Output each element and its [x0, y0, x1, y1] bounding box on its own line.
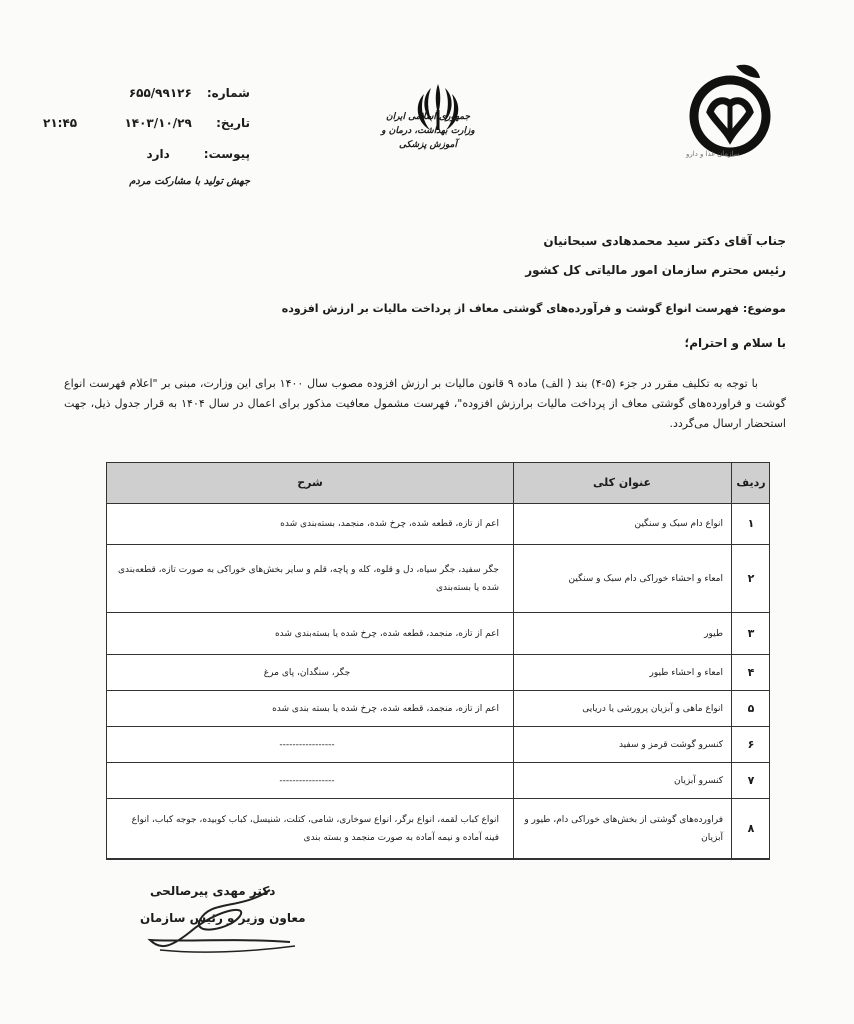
row-num: ۳	[747, 626, 755, 640]
subject-label: موضوع:	[742, 302, 786, 315]
row-title: امعاء و احشاء خوراکی دام سبک و سنگین	[568, 573, 723, 584]
signatory-name: دکتر مهدی پیرصالحی	[150, 884, 276, 898]
recipient-title: رئیس محترم سازمان امور مالیاتی کل کشور	[525, 263, 786, 277]
row-title: فراورده‌های گوشتی از بخش‌های خوراکی دام، طیور و آبزیان	[524, 814, 723, 843]
emblem-caption	[368, 110, 488, 152]
number-value: ۶۵۵/۹۹۱۲۶	[128, 86, 192, 100]
row-num: ۷	[747, 773, 755, 787]
table-row	[107, 763, 769, 799]
row-num: ۵	[747, 701, 755, 715]
header-desc: شرح	[297, 476, 323, 489]
row-num: ۲	[747, 571, 755, 585]
subject-text: فهرست انواع گوشت و فرآورده‌های گوشتی معاف از پرداخت مالیات بر ارزش افزوده	[281, 302, 739, 315]
emblem-line-2: وزارت بهداشت، درمان و آموزش پزشکی	[381, 126, 475, 150]
recipient-name: جناب آقای دکتر سید محمدهادی سبحانیان	[543, 234, 786, 248]
fda-caption: سازمان غذا و دارو	[686, 150, 740, 158]
subject-line	[282, 302, 786, 315]
letter-attachment	[40, 147, 250, 161]
row-desc: -----------------	[279, 775, 335, 786]
meat-products-table	[106, 462, 770, 860]
number-label: شماره:	[206, 86, 250, 100]
signatory-title: معاون وزیر و رئیس سازمان	[140, 911, 306, 925]
date-label: تاریخ:	[216, 116, 250, 130]
row-title: کنسرو آبزیان	[673, 775, 723, 786]
row-title: امعاء و احشاء طیور	[649, 667, 723, 678]
table-row	[107, 613, 769, 655]
table-row	[107, 655, 769, 691]
header-title: عنوان کلی	[593, 476, 651, 489]
row-title: انواع ماهی و آبزیان پرورشی یا دریایی	[582, 703, 723, 714]
header-num: ردیف	[736, 476, 766, 489]
row-title: انواع دام سبک و سنگین	[634, 518, 723, 529]
table-row	[107, 727, 769, 763]
attachment-value: دارد	[146, 147, 170, 161]
handwritten-signature-icon	[120, 880, 320, 960]
row-desc: جگر، سنگدان، پای مرغ	[263, 667, 351, 678]
row-desc: انواع کباب لقمه، انواع برگر، انواع سوخاری، شامی، کتلت، شنیسل، کباب کوبیده، جوجه کباب، انواع فینه آماده و نیمه آماده به صورت منجمد و بسته بندی	[131, 814, 499, 843]
date-value: ۱۴۰۳/۱۰/۲۹	[124, 116, 192, 130]
row-desc: اعم از تازه، منجمد، قطعه شده، چرخ شده یا بسته بندی شده	[272, 703, 499, 714]
letter-number	[40, 86, 250, 100]
row-desc: جگر سفید، جگر سیاه، دل و قلوه، کله و پاچه، قلم و سایر بخش‌های خوراکی به صورت تازه، قطعه‌بندی شده یا بسته‌بندی	[117, 564, 499, 593]
row-desc: اعم از تازه، منجمد، قطعه شده، چرخ شده یا بسته‌بندی شده	[274, 628, 499, 639]
table-row	[107, 545, 769, 613]
row-num: ۴	[747, 665, 755, 679]
table-row	[107, 691, 769, 727]
emblem-line-1: جمهوری اسلامی ایران	[385, 112, 471, 122]
row-title: طیور	[704, 628, 723, 639]
row-num: ۱	[747, 516, 755, 530]
slogan: جهش تولید با مشارکت مردم	[129, 176, 250, 187]
row-desc: اعم از تازه، قطعه شده، چرخ شده، منجمد، بسته‌بندی شده	[280, 518, 499, 529]
row-desc: -----------------	[279, 739, 335, 750]
letter-body: با توجه به تکلیف مقرر در جزء (۵-۴) بند ( الف) ماده ۹ قانون مالیات بر ارزش افزوده مصوب سال ۱۴۰۰ برای این وزارت، مبنی بر "اعلام فهرست انواع گوشت و فراورده‌های گوشتی معاف از پرداخت مالیات برارزش افزوده"، فهرست مشمول معافیت مذکور برای اعمال در سال ۱۴۰۴ به قرار جدول ذیل، جهت استحضار ارسال می‌گردد.	[64, 377, 787, 430]
row-title: کنسرو گوشت قرمز و سفید	[618, 739, 723, 750]
column-divider	[731, 463, 732, 859]
greeting: با سلام و احترام؛	[684, 336, 786, 350]
row-num: ۸	[747, 821, 755, 835]
table-header	[107, 463, 769, 504]
column-divider	[513, 463, 514, 859]
attachment-label: پیوست:	[203, 147, 250, 161]
row-num: ۶	[747, 737, 755, 751]
table-row	[107, 503, 769, 545]
letter-time: ۲۱:۴۵	[43, 116, 78, 130]
table-row	[107, 799, 769, 859]
